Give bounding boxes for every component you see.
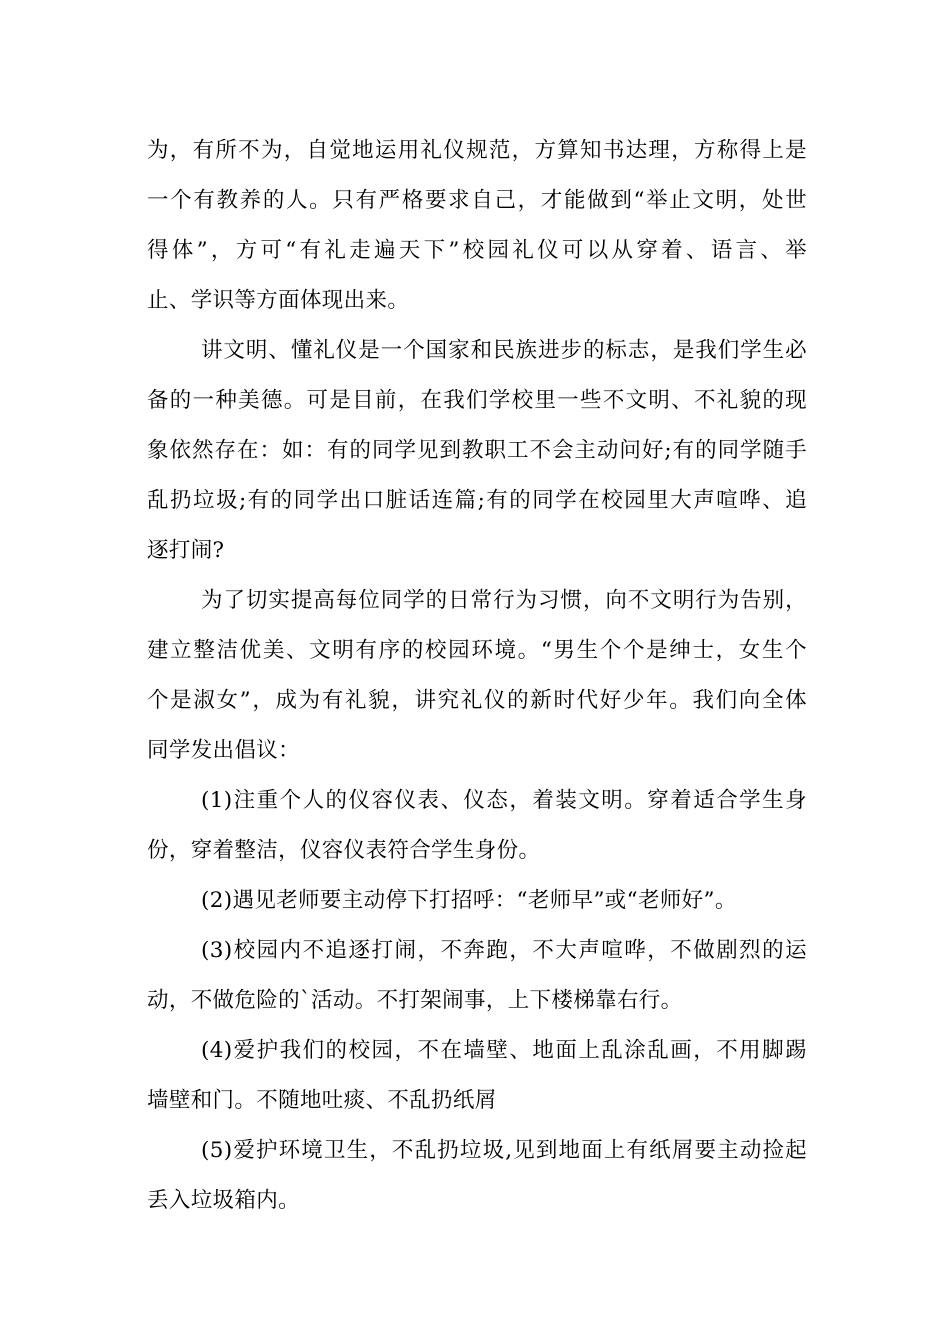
text-line: (1)注重个人的仪容仪表、仪态，着装文明。穿着适合学生身 (201, 788, 807, 813)
text-line: 丢入垃圾箱内。 (147, 1188, 300, 1213)
text-line: 得体”，方可“有礼走遍天下”校园礼仪可以从穿着、语言、举 (147, 238, 807, 263)
text-line: 建立整洁优美、文明有序的校园环境。“男生个个是绅士，女生个 (147, 638, 807, 663)
text-line: (2)遇见老师要主动停下打招呼：“老师早”或“老师好”。 (201, 888, 737, 913)
text-line: (4)爱护我们的校园，不在墙壁、地面上乱涂乱画，不用脚踢 (201, 1038, 807, 1063)
text-line: 墙壁和门。不随地吐痰、不乱扔纸屑 (147, 1088, 497, 1113)
text-line: 份，穿着整洁，仪容仪表符合学生身份。 (147, 838, 541, 863)
text-line: 象依然存在：如：有的同学见到教职工不会主动问好;有的同学随手 (147, 438, 807, 463)
text-line: (5)爱护环境卫生，不乱扔垃圾,见到地面上有纸屑要主动捡起 (201, 1138, 807, 1163)
text-line: 逐打闹? (147, 538, 225, 563)
text-line: 乱扔垃圾;有的同学出口脏话连篇;有的同学在校园里大声喧哗、追 (147, 488, 807, 513)
text-line: 个是淑女”，成为有礼貌，讲究礼仪的新时代好少年。我们向全体 (147, 688, 807, 713)
text-line: 为了切实提高每位同学的日常行为习惯，向不文明行为告别， (201, 588, 807, 613)
text-line: 一个有教养的人。只有严格要求自己，才能做到“举止文明，处世 (147, 188, 807, 213)
text-line: 止、学识等方面体现出来。 (147, 288, 410, 313)
text-line: 同学发出倡议： (147, 738, 300, 763)
text-line: 讲文明、懂礼仪是一个国家和民族进步的标志，是我们学生必 (201, 338, 807, 363)
text-line: 备的一种美德。可是目前，在我们学校里一些不文明、不礼貌的现 (147, 388, 807, 413)
text-line: (3)校园内不追逐打闹，不奔跑，不大声喧哗，不做剧烈的运 (201, 938, 807, 963)
text-line: 为，有所不为，自觉地运用礼仪规范，方算知书达理，方称得上是 (147, 138, 807, 163)
text-line: 动，不做危险的`活动。不打架闹事，上下楼梯靠右行。 (147, 988, 683, 1013)
